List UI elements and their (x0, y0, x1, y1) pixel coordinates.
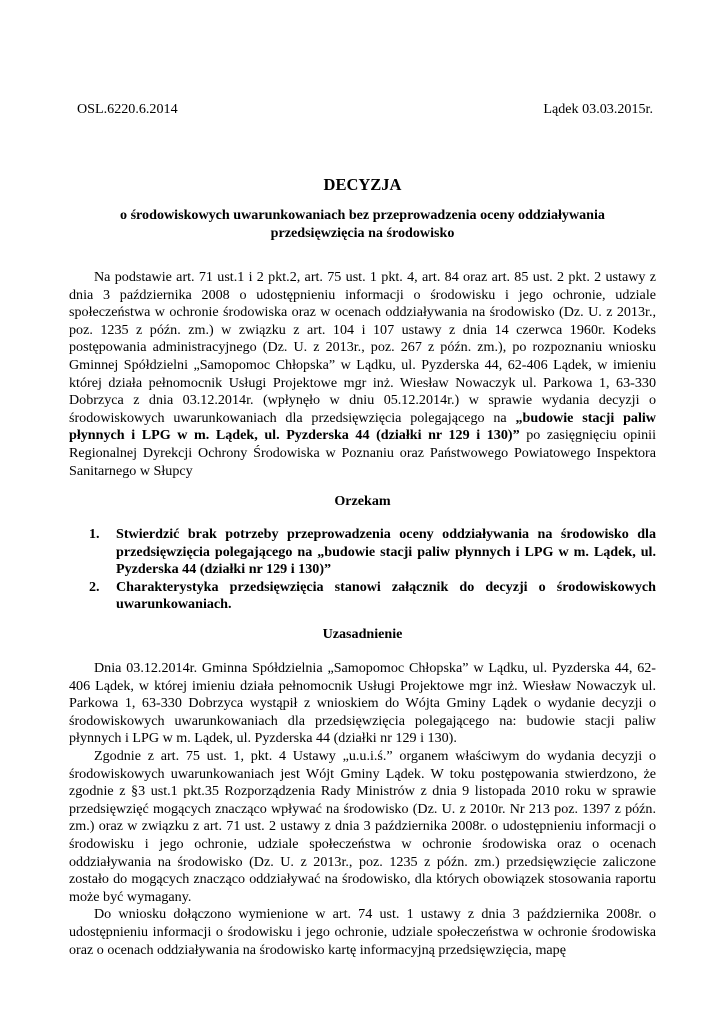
justification-paragraph: Dnia 03.12.2014r. Gminna Spółdzielnia „Samopomoc Chłopska” w Lądku, ul. Pyzderska 44, 62-406 Lądek, w której imieniu działa pełnomocnik Usługi Projektowe mgr inż. Wiesław Nowaczyk ul. Parkowa 1, 63-330 Dobrzyca wystąpił z wnioskiem do Wójta Gminy Lądek o wydanie decyzji o środowiskowych uwarunkowaniach dla przedsięwzięcia polegającego na: budowie stacji paliw płynnych i LPG w m. Lądek, ul. Pyzderska 44 (działki nr 129 i 130). (69, 660, 656, 747)
justification-paragraph: Zgodnie z art. 75 ust. 1, pkt. 4 Ustawy „u.u.i.ś.” organem właściwym do wydania decyzji o środowiskowych uwarunkowaniach jest Wójt Gminy Lądek. W toku postępowania stwierdzono, że zgodnie z §3 ust.1 pkt.35 Rozporządzenia Rady Ministrów z dnia 9 listopada 2010 roku w sprawie przedsięwzięć mogących znacząco wpływać na środowisko (Dz. U. z 2010r. Nr 213 poz. 1397 z późn. zm.) oraz w związku z art. 71 ust. 2 ustawy z dnia 3 października 2008r. o udostępnieniu informacji o środowisku i jego ochronie, udziale społeczeństwa w ochronie środowiska oraz o ocenach oddziaływania na środowisko (Dz. U. z 2013r., poz. 1235 z późn. zm.) przedsięwzięcie zaliczone zostało do mogących znacząco oddziaływać na środowisko, dla których obowiązek stosowania raportu może być wymagany. (69, 747, 656, 905)
document-subtitle: o środowiskowych uwarunkowaniach bez przeprowadzenia oceny oddziaływania przedsięwzięcia na środowisko (120, 207, 605, 241)
decision-item (89, 526, 656, 579)
legal-basis-continuation: po zasięgnięciu opinii Regionalnej Dyrekcji Ochrony Środowiska w Poznaniu oraz Państwowego Powiatowego Inspektora Sanitarnego w Słupcy (69, 427, 657, 479)
place-and-date: Lądek 03.03.2015r. (543, 101, 653, 117)
document-header (77, 101, 656, 119)
reference-number: OSL.6220.6.2014 (77, 101, 178, 117)
decision-item-number: 2. (89, 578, 100, 595)
decision-item-text: Charakterystyka przedsięwzięcia stanowi załącznik do decyzji o środowiskowych uwarunkowaniach. (116, 578, 656, 613)
justification-paragraph: Do wniosku dołączono wymienione w art. 74 ust. 1 ustawy z dnia 3 października 2008r. o udostępnieniu informacji o środowisku i jego ochronie, udziale społeczeństwa w ochronie środowiska oraz o ocenach oddziaływania na środowisko kartę informacyjną przedsięwzięcia, mapę (69, 906, 656, 958)
decision-list (89, 526, 656, 614)
legal-basis-text: Na podstawie art. 71 ust.1 i 2 pkt.2, art. 75 ust. 1 pkt. 4, art. 84 oraz art. 85 ust. 2 pkt. 2 ustawy z dnia 3 października 2008 o udostępnieniu informacji o środowisku i jego ochronie, udziale społeczeństwa w ochronie środowiska oraz w ocenach oddziaływania na środowisko (Dz. U. z 2013r., poz. 1235 z późn. zm.) w związku z art. 104 i 107 ustawy z dnia 14 czerwca 1960r. Kodeks postępowania administracyjnego (Dz. U. z 2013r., poz. 267 z późn. zm.), po rozpoznaniu wniosku Gminnej Spółdzielni „Samopomoc Chłopska” w Lądku, ul. Pyzderska 44, 62-406 Lądek, w imieniu której działa pełnomocnik Usługi Projektowe mgr inż. Wiesław Nowaczyk ul. Parkowa 1, 63-330 Dobrzyca z dnia 03.12.2014r. (wpłynęło w dniu 05.12.2014r.) w sprawie wydania decyzji o środowiskowych uwarunkowaniach dla przedsięwzięcia polegającego na (69, 269, 656, 426)
project-name-bold: „budowie stacji paliw płynnych i LPG w m. Lądek, ul. Pyzderska 44 (działki nr 129 i 130)” (69, 409, 656, 444)
orzekam-heading: Orzekam (334, 493, 391, 509)
document-title: DECYZJA (323, 175, 402, 194)
justification-body (69, 660, 656, 959)
uzasadnienie-heading: Uzasadnienie (322, 626, 403, 642)
decision-item-number: 1. (89, 526, 100, 542)
legal-basis-paragraph (69, 269, 656, 480)
decision-item-text: Stwierdzić brak potrzeby przeprowadzenia oceny oddziaływania na środowisko dla przedsięwzięcia polegającego na „budowie stacji paliw płynnych i LPG w m. Lądek, ul. Pyzderska 44 (działki nr 129 i 130)” (116, 526, 656, 578)
decision-item (89, 579, 656, 614)
